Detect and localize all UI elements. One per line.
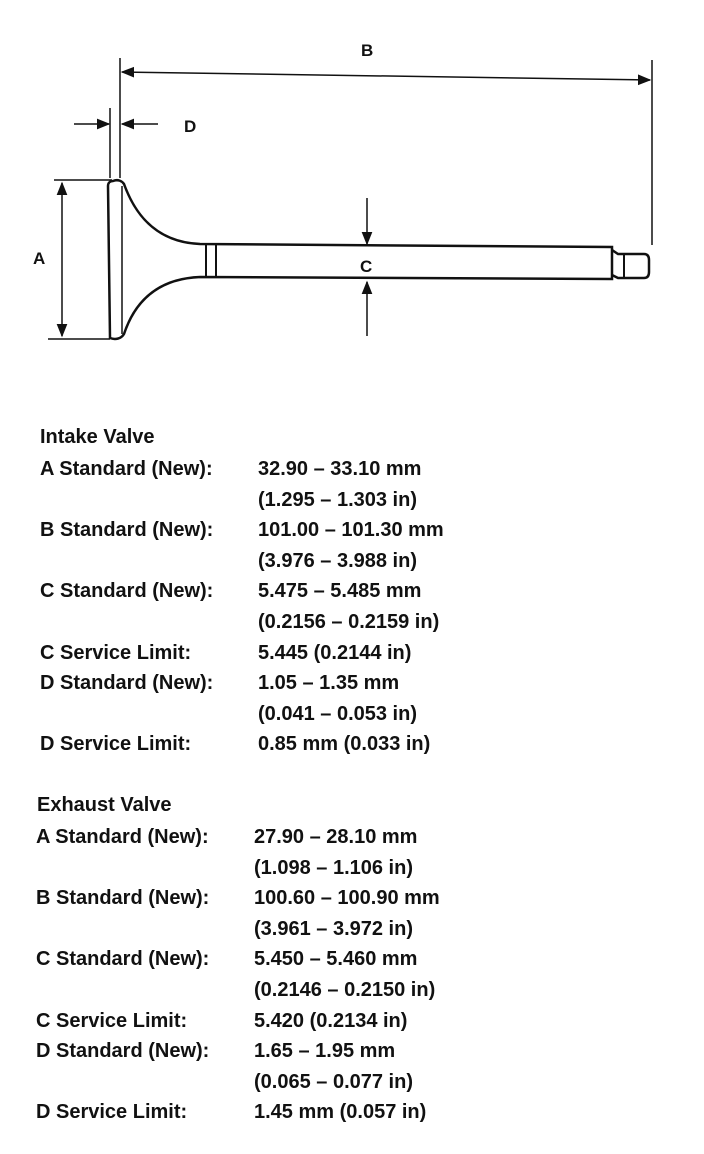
spec-value: (0.065 – 0.077 in): [254, 1070, 413, 1093]
spec-value: 1.45 mm (0.057 in): [254, 1101, 427, 1124]
spec-row: [40, 489, 694, 519]
spec-row: [36, 826, 694, 856]
spec-value: (3.961 – 3.972 in): [254, 917, 413, 940]
spec-row: [36, 1010, 694, 1040]
spec-value: 1.05 – 1.35 mm: [258, 672, 400, 695]
spec-label: C Service Limit:: [36, 1009, 188, 1032]
spec-label: C Standard (New):: [40, 580, 214, 603]
spec-label: D Service Limit:: [40, 733, 192, 756]
spec-label: D Standard (New):: [36, 1040, 210, 1063]
spec-label: D Standard (New):: [40, 672, 214, 695]
spec-row: [40, 611, 694, 641]
spec-row: [36, 1101, 694, 1131]
exhaust-title: Exhaust Valve: [37, 794, 172, 816]
spec-row: [40, 703, 694, 733]
label-d: D: [184, 117, 197, 136]
spec-value: 5.420 (0.2134 in): [254, 1009, 408, 1032]
spec-value: 101.00 – 101.30 mm: [258, 519, 444, 542]
spec-value: (1.098 – 1.106 in): [254, 856, 413, 879]
spec-row: [40, 642, 694, 672]
spec-row: [36, 857, 694, 887]
spec-row: [40, 580, 694, 610]
spec-row: [40, 458, 694, 488]
spec-value: (0.2146 – 0.2150 in): [254, 979, 436, 1001]
spec-label: A Standard (New):: [40, 458, 213, 480]
spec-row: [36, 979, 694, 1009]
spec-label: C Standard (New):: [36, 948, 210, 971]
spec-row: [36, 1040, 694, 1070]
spec-row: [40, 733, 694, 763]
spec-label: C Service Limit:: [40, 641, 192, 664]
label-c: C: [360, 257, 373, 276]
label-b: B: [361, 41, 374, 60]
spec-label: B Standard (New):: [40, 519, 214, 542]
spec-value: (1.295 – 1.303 in): [258, 488, 417, 511]
valve-diagram: [0, 0, 704, 380]
spec-label: D Service Limit:: [36, 1101, 188, 1124]
spec-value: 5.445 (0.2144 in): [258, 641, 412, 664]
spec-value: 1.65 – 1.95 mm: [254, 1040, 396, 1063]
spec-value: 5.450 – 5.460 mm: [254, 948, 418, 971]
spec-row: [36, 918, 694, 948]
spec-row: [40, 672, 694, 702]
spec-row: [40, 519, 694, 549]
spec-value: (0.2156 – 0.2159 in): [258, 611, 440, 633]
spec-row: [36, 1071, 694, 1101]
spec-row: [36, 948, 694, 978]
spec-label: A Standard (New):: [36, 826, 209, 848]
spec-value: (0.041 – 0.053 in): [258, 702, 417, 725]
spec-value: 5.475 – 5.485 mm: [258, 580, 422, 603]
spec-value: 27.90 – 28.10 mm: [254, 826, 418, 848]
label-a: A: [33, 249, 46, 268]
spec-value: 32.90 – 33.10 mm: [258, 458, 422, 480]
spec-value: 100.60 – 100.90 mm: [254, 887, 440, 910]
spec-value: 0.85 mm (0.033 in): [258, 733, 431, 756]
spec-row: [40, 550, 694, 580]
stem-tip: [612, 250, 649, 278]
spec-row: [36, 887, 694, 917]
spec-value: (3.976 – 3.988 in): [258, 549, 417, 572]
intake-title: Intake Valve: [40, 426, 155, 448]
b-dimension-line: [122, 72, 650, 80]
spec-label: B Standard (New):: [36, 887, 210, 910]
